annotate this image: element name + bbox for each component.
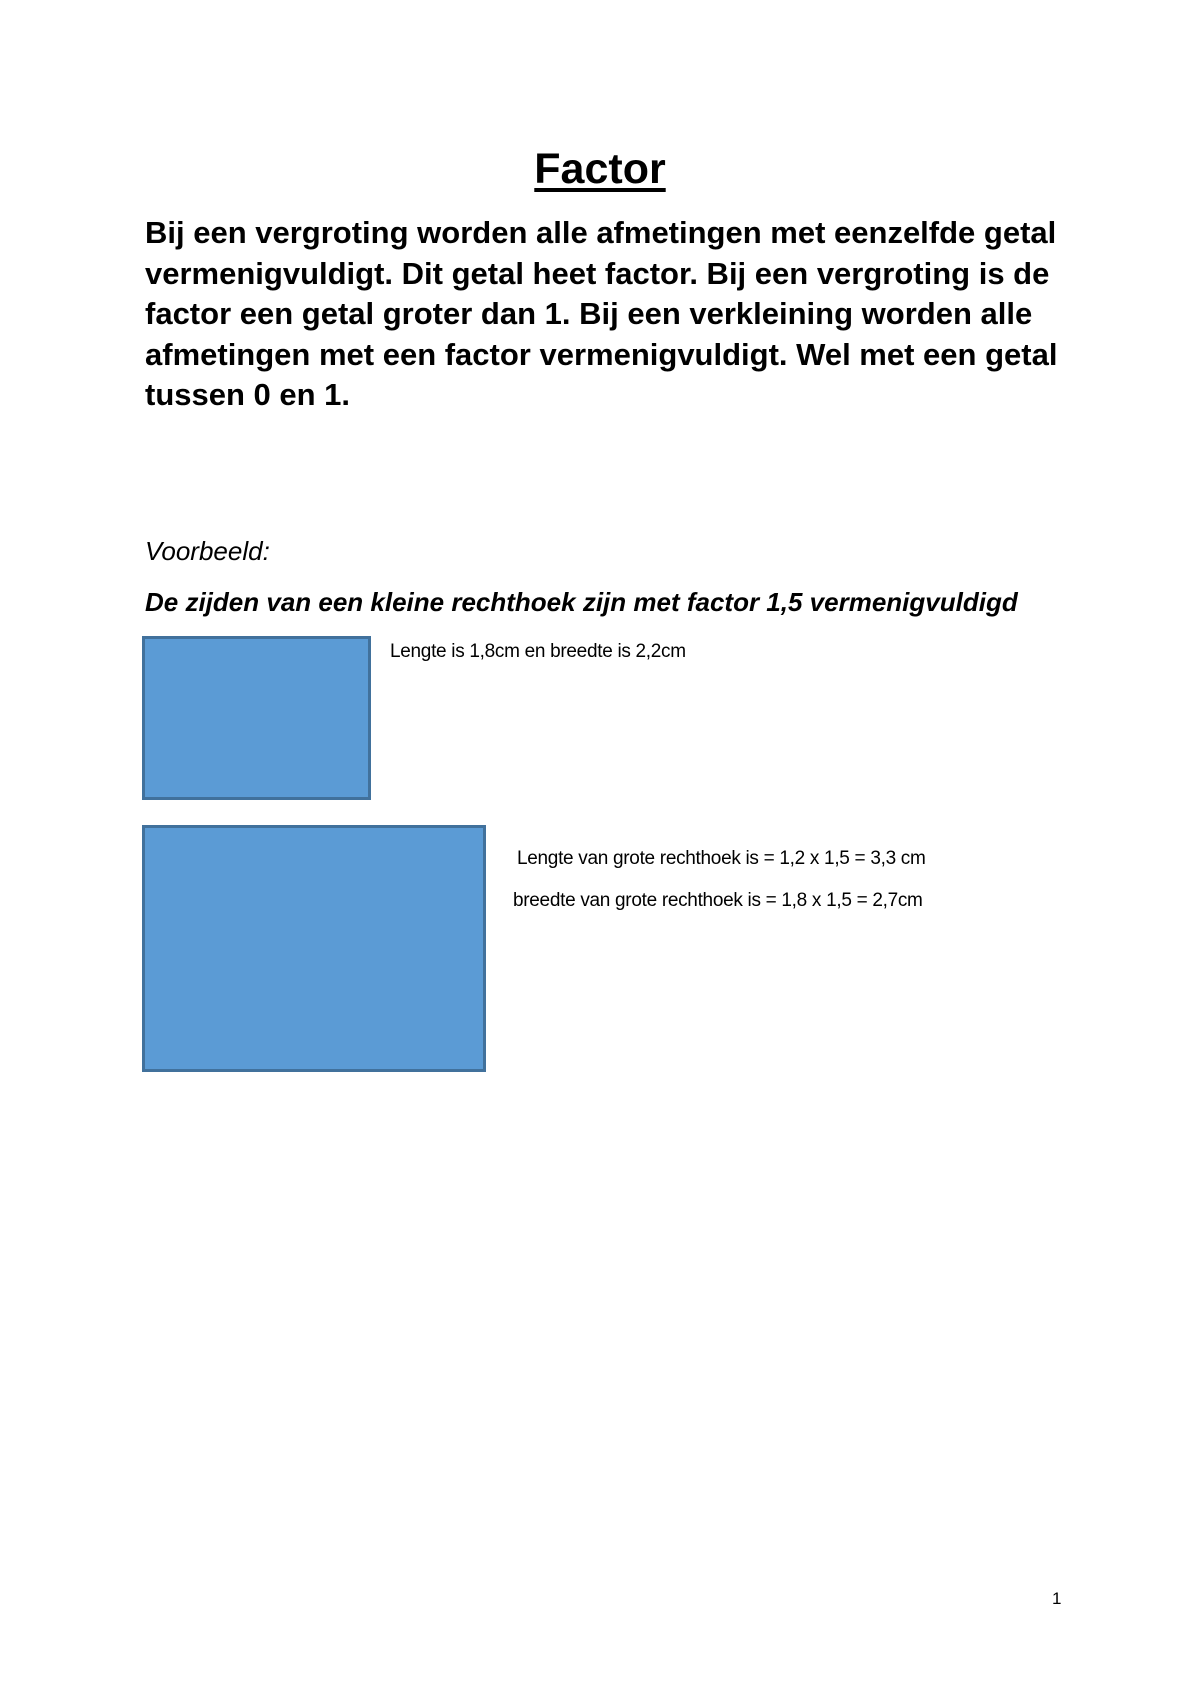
small-rectangle-note: Lengte is 1,8cm en breedte is 2,2cm (390, 641, 686, 662)
large-rectangle (142, 825, 486, 1072)
large-rectangle-width-note: breedte van grote rechthoek is = 1,8 x 1,5 = 2,7cm (513, 890, 923, 911)
small-rectangle (142, 636, 371, 800)
intro-paragraph: Bij een vergroting worden alle afmetingen met eenzelfde getal vermenigvuldigt. Dit getal heet factor. Bij een vergroting is de factor een getal groter dan 1. Bij een verkleining worden alle afmetingen met een factor vermenigvuldigt. Wel met een getal tussen 0 en 1. (145, 215, 1058, 412)
large-rectangle-length-note: Lengte van grote rechthoek is = 1,2 x 1,5 = 3,3 cm (517, 848, 926, 869)
page-title: Factor (534, 145, 666, 193)
example-label: Voorbeeld: (145, 536, 270, 566)
page-number: 1 (1052, 1589, 1062, 1608)
example-description: De zijden van een kleine rechthoek zijn met factor 1,5 vermenigvuldigd (145, 587, 1018, 617)
